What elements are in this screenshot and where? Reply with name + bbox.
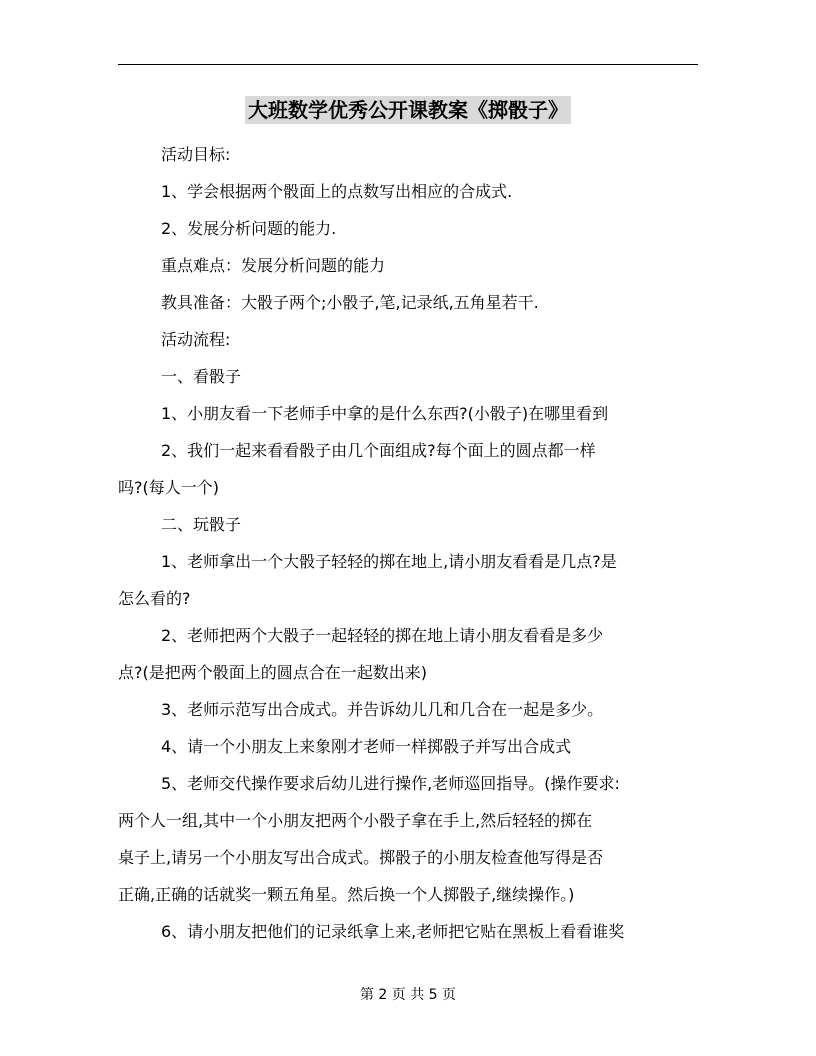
document-title: 大班数学优秀公开课教案《掷骰子》 xyxy=(245,96,571,124)
text-line: 1、学会根据两个骰面上的点数写出相应的合成式. xyxy=(161,182,513,201)
text-line: 1、小朋友看一下老师手中拿的是什么东西?(小骰子)在哪里看到 xyxy=(161,404,609,423)
text-line: 两个人一组,其中一个小朋友把两个小骰子拿在手上,然后轻轻的掷在 xyxy=(118,811,593,830)
text-line: 1、老师拿出一个大骰子轻轻的掷在地上,请小朋友看看是几点?是 xyxy=(161,552,617,571)
text-line: 重点难点：发展分析问题的能力 xyxy=(161,256,386,275)
text-line: 2、我们一起来看看骰子由几个面组成?每个面上的圆点都一样 xyxy=(161,441,596,460)
text-line: 活动流程: xyxy=(161,330,231,349)
text-line: 5、老师交代操作要求后幼儿进行操作,老师巡回指导。(操作要求: xyxy=(161,774,620,793)
document-title-wrap xyxy=(0,96,816,124)
text-line: 桌子上,请另一个小朋友写出合成式。掷骰子的小朋友检查他写得是否 xyxy=(118,848,604,867)
text-line: 二、玩骰子 xyxy=(161,515,242,534)
text-line: 4、请一个小朋友上来象刚才老师一样掷骰子并写出合成式 xyxy=(161,737,572,756)
text-line: 3、老师示范写出合成式。并告诉幼儿几和几合在一起是多少。 xyxy=(161,700,604,719)
text-line: 2、发展分析问题的能力. xyxy=(161,219,337,238)
header-rule xyxy=(118,64,698,65)
text-line: 正确,正确的话就奖一颗五角星。然后换一个人掷骰子,继续操作。) xyxy=(118,885,575,904)
page-footer: 第 2 页 共 5 页 xyxy=(359,987,457,1003)
text-line: 6、请小朋友把他们的记录纸拿上来,老师把它贴在黑板上看看谁奖 xyxy=(161,922,625,941)
text-line: 教具准备：大骰子两个;小骰子,笔,记录纸,五角星若干. xyxy=(161,293,539,312)
text-line: 吗?(每人一个) xyxy=(118,478,219,497)
text-line: 一、看骰子 xyxy=(161,367,242,386)
text-line: 2、老师把两个大骰子一起轻轻的掷在地上请小朋友看看是多少 xyxy=(161,626,604,645)
text-line: 怎么看的? xyxy=(118,589,191,608)
text-line: 点?(是把两个骰面上的圆点合在一起数出来) xyxy=(118,663,427,682)
text-line: 活动目标: xyxy=(161,145,231,164)
document-body xyxy=(118,136,703,950)
